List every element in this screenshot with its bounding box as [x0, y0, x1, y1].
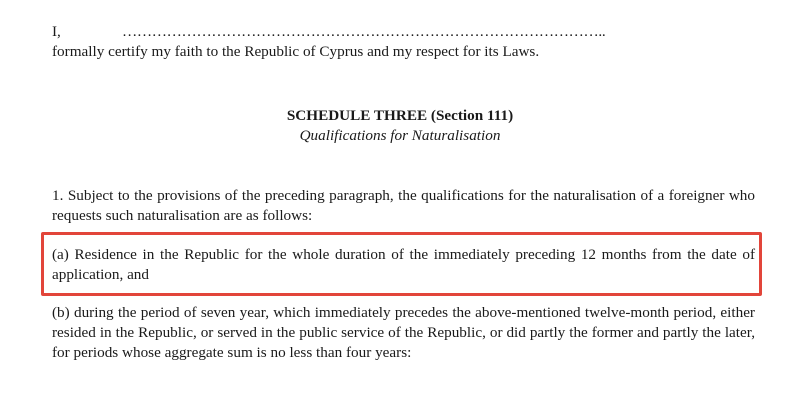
- schedule-subtitle: Qualifications for Naturalisation: [299, 127, 501, 144]
- oath-name-prefix: I,: [52, 23, 61, 40]
- paragraph-b: (b) during the period of seven year, which immediately precedes the above-mentioned twelve-month period, either resided in the Republic, or served in the public service of the Republic, or did partly the former and partly the later, for periods whose aggregate sum is no less than four years:: [52, 304, 755, 361]
- oath-statement: formally certify my faith to the Republic of Cyprus and my respect for its Laws.: [52, 43, 540, 60]
- paragraph-1: 1. Subject to the provisions of the preceding paragraph, the qualifications for the naturalisation of a foreigner who requests such naturalisation are as follows:: [52, 187, 755, 224]
- paragraph-a: (a) Residence in the Republic for the whole duration of the immediately preceding 12 months from the date of application, and: [52, 246, 755, 283]
- oath-name-blank: ……………………………………………………………………………………..: [122, 23, 606, 40]
- schedule-title: SCHEDULE THREE (Section 111): [286, 107, 514, 124]
